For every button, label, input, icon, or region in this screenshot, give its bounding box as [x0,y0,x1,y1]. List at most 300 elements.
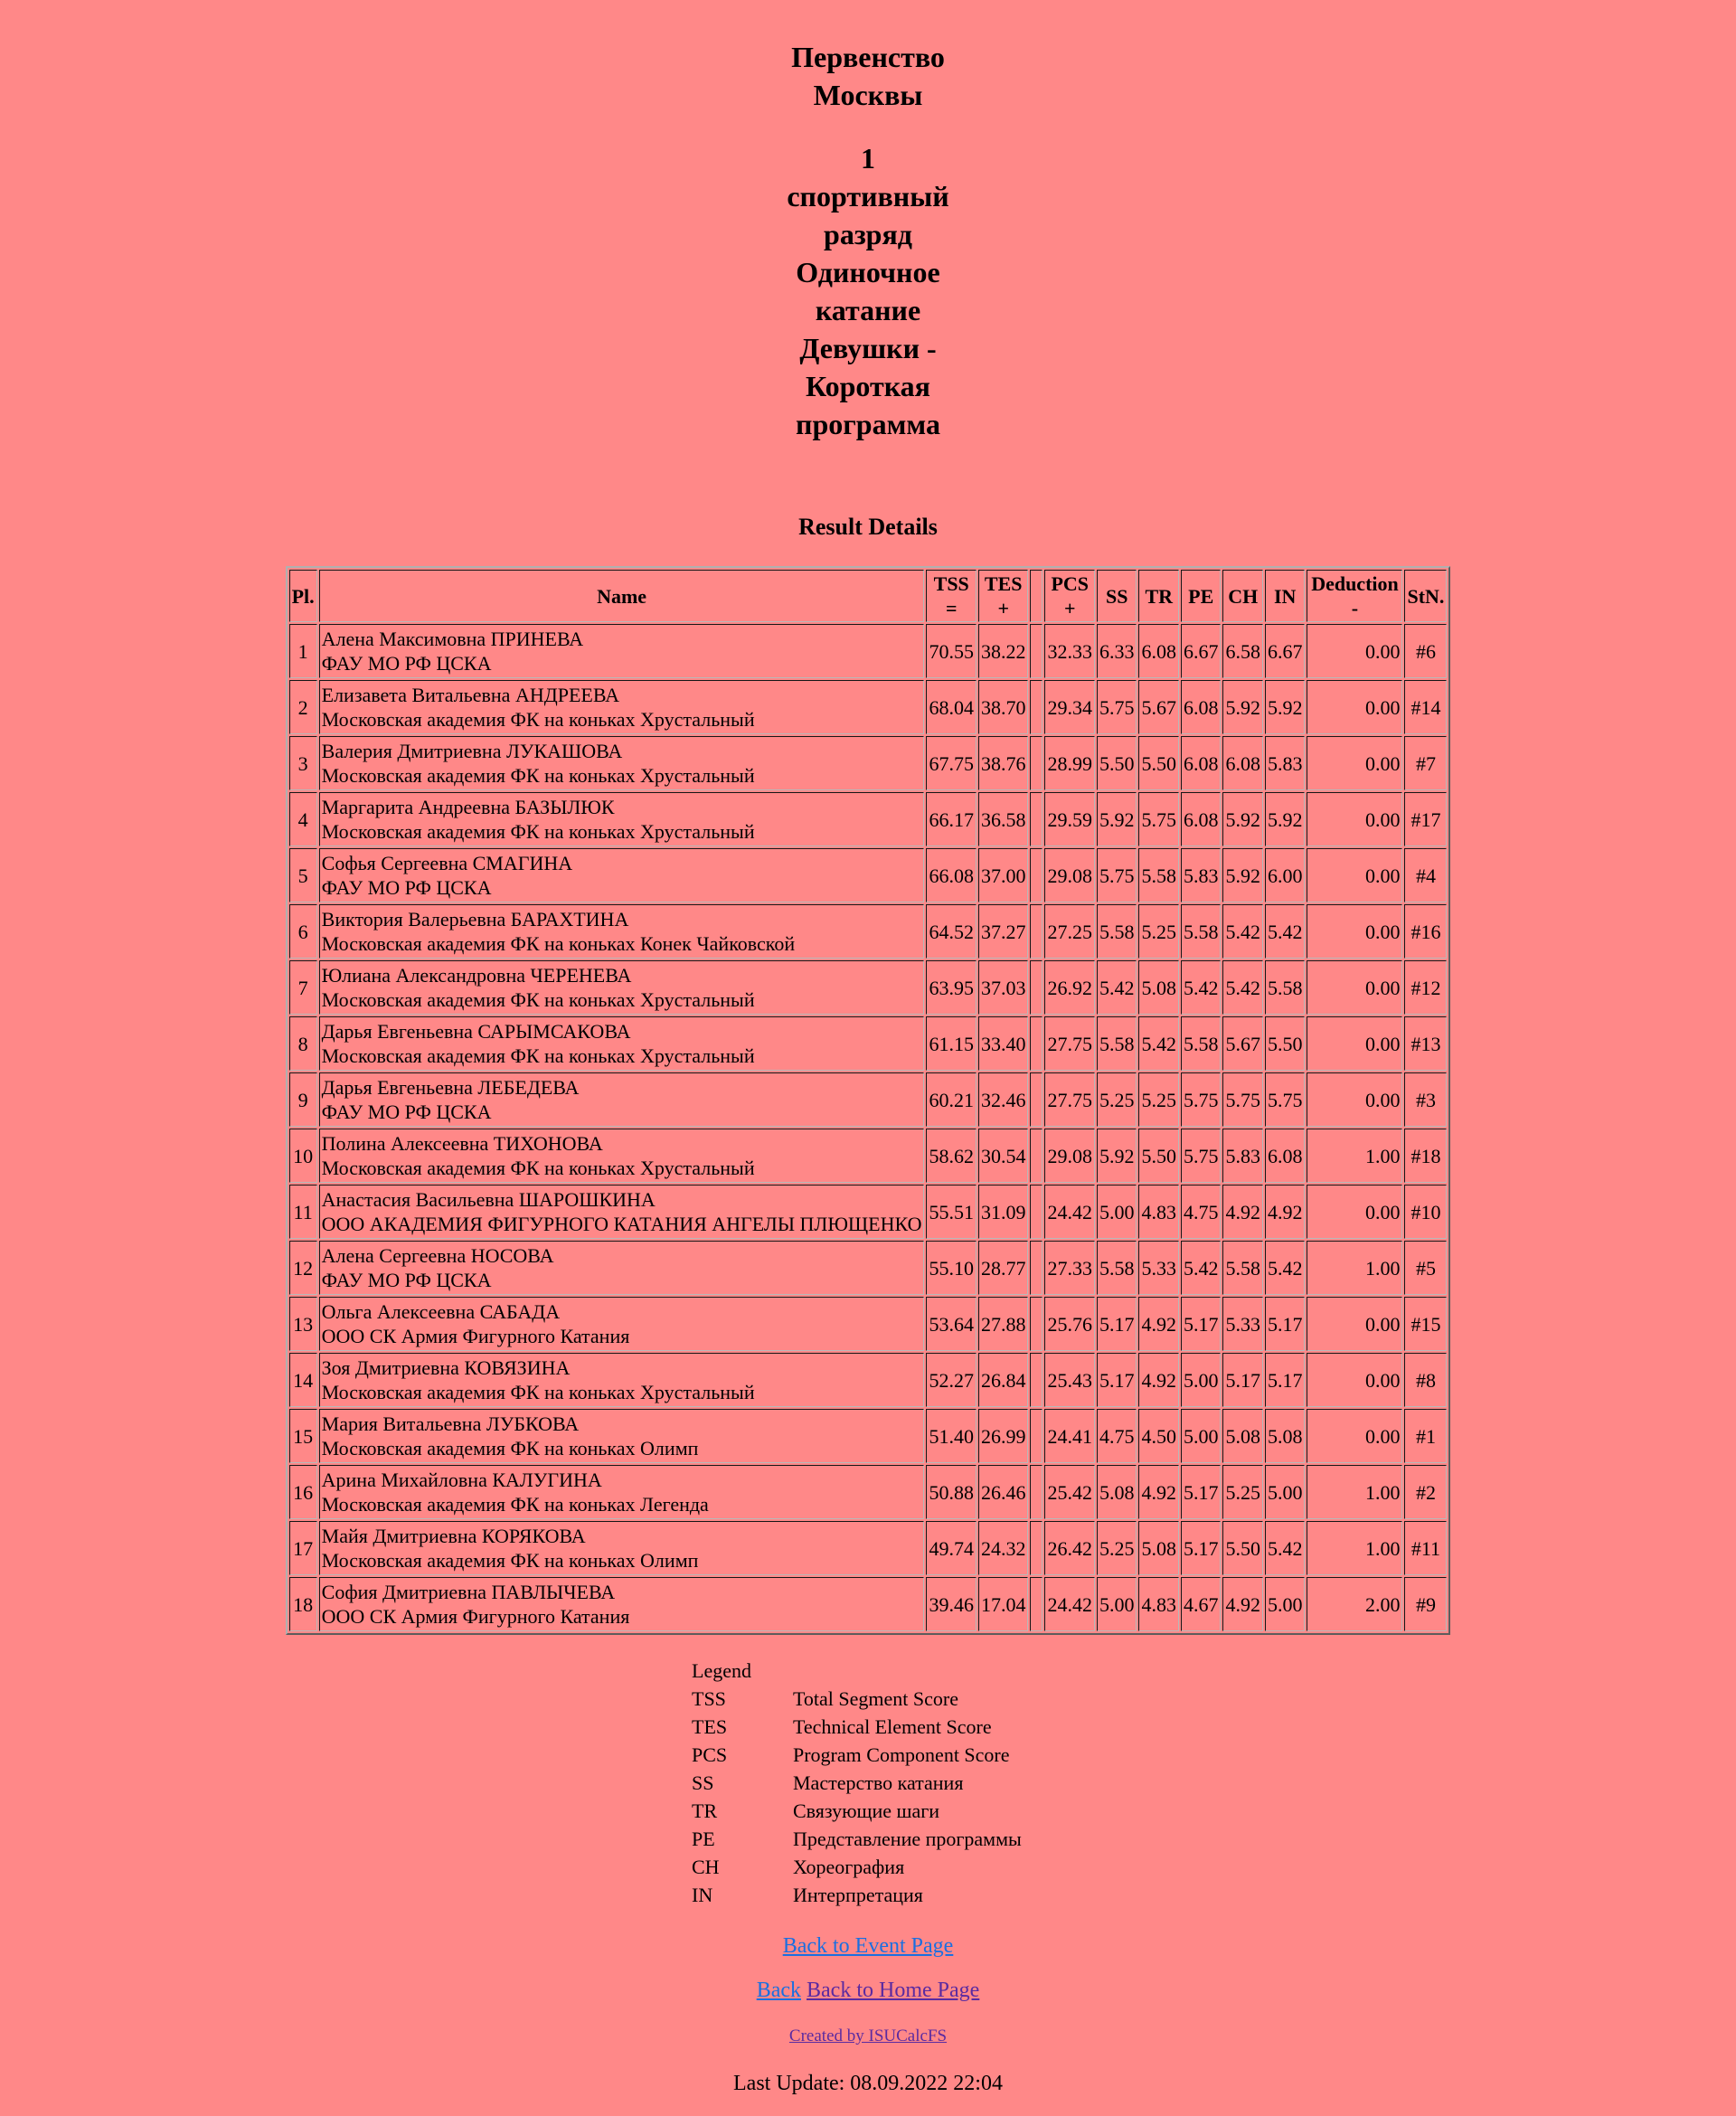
club-name: Московская академия ФК на коньках Олимп [321,1437,699,1459]
ss-cell: 5.75 [1097,680,1137,734]
ch-cell: 4.92 [1222,1185,1263,1239]
title-line: разряд [824,218,912,250]
table-row [289,960,1448,1015]
start-number-cell: #6 [1404,624,1447,678]
legend-abbr: IN [692,1884,713,1906]
ch-cell: 4.92 [1222,1577,1263,1631]
tr-cell: 4.92 [1138,1297,1179,1351]
legend-desc: Представление программы [793,1828,1022,1850]
skater-name: Валерия Дмитриевна ЛУКАШОВА [321,740,623,762]
deduction-cell: 0.00 [1307,736,1402,790]
table-row [289,1241,1448,1295]
name-cell [319,1016,925,1071]
tes-cell: 38.70 [978,680,1029,734]
start-number-cell: #17 [1404,792,1447,846]
title-line: программа [796,408,940,440]
deduction-cell: 0.00 [1307,680,1402,734]
tss-cell: 70.55 [926,624,976,678]
place-cell: 7 [289,960,317,1015]
pcs-cell: 27.75 [1044,1072,1095,1127]
pcs-cell: 24.42 [1044,1185,1095,1239]
start-number-cell: #2 [1404,1465,1447,1519]
result-details-title: Result Details [798,514,938,540]
club-name: ФАУ МО РФ ЦСКА [321,876,492,899]
legend-desc: Мастерство катания [793,1771,964,1794]
title-line: Девушки - [799,332,937,364]
ss-cell: 5.17 [1097,1297,1137,1351]
tss-cell: 50.88 [926,1465,976,1519]
tss-cell: 63.95 [926,960,976,1015]
table-row [289,792,1448,846]
tr-cell: 5.75 [1138,792,1179,846]
tes-cell: 32.46 [978,1072,1029,1127]
skater-name: Елизавета Витальевна АНДРЕЕВА [321,684,620,706]
place-cell: 1 [289,624,317,678]
tes-cell: 33.40 [978,1016,1029,1071]
deduction-cell: 0.00 [1307,904,1402,959]
table-row [289,1577,1448,1631]
spacer-cell [1030,848,1043,902]
back-to-home-link[interactable]: Back to Home Page [807,1979,980,2002]
skater-name: Маргарита Андреевна БАЗЫЛЮК [321,796,615,818]
club-name: Московская академия ФК на коньках Легенда [321,1493,709,1516]
start-number-cell: #8 [1404,1353,1447,1407]
skater-name: Софья Сергеевна СМАГИНА [321,852,573,874]
legend-desc: Program Component Score [793,1743,1010,1766]
page-header [769,0,967,443]
place-cell: 11 [289,1185,317,1239]
place-cell: 8 [289,1016,317,1071]
ch-cell: 5.92 [1222,792,1263,846]
spacer-cell [1030,624,1043,678]
deduction-cell: 0.00 [1307,1409,1402,1463]
category-title [769,139,967,443]
ss-cell: 5.25 [1097,1072,1137,1127]
skater-name: Алена Максимовна ПРИНЕВА [321,628,584,650]
tss-cell: 67.75 [926,736,976,790]
tss-cell: 66.08 [926,848,976,902]
start-number-cell: #7 [1404,736,1447,790]
place-cell: 10 [289,1129,317,1183]
header-tes: TES + [978,570,1029,622]
tr-cell: 6.08 [1138,624,1179,678]
header-deduction: Deduction - [1307,570,1402,622]
start-number-cell: #3 [1404,1072,1447,1127]
name-cell [319,1577,925,1631]
ss-cell: 5.00 [1097,1185,1137,1239]
pcs-cell: 27.25 [1044,904,1095,959]
deduction-cell: 1.00 [1307,1465,1402,1519]
tes-cell: 26.46 [978,1465,1029,1519]
name-cell [319,736,925,790]
pe-cell: 5.42 [1181,1241,1222,1295]
deduction-cell: 0.00 [1307,1185,1402,1239]
ch-cell: 5.42 [1222,904,1263,959]
tes-cell: 30.54 [978,1129,1029,1183]
legend-desc: Technical Element Score [793,1715,992,1738]
table-row [289,1353,1448,1407]
skater-name: Юлиана Александровна ЧЕРЕНЕВА [321,964,632,987]
ss-cell: 4.75 [1097,1409,1137,1463]
in-cell: 5.00 [1265,1577,1306,1631]
pe-cell: 6.67 [1181,624,1222,678]
ch-cell: 5.33 [1222,1297,1263,1351]
deduction-cell: 1.00 [1307,1241,1402,1295]
in-cell: 5.00 [1265,1465,1306,1519]
back-to-event-link[interactable]: Back to Event Page [782,1934,954,1958]
legend-abbr: SS [692,1771,714,1794]
tr-cell: 5.50 [1138,736,1179,790]
start-number-cell: #10 [1404,1185,1447,1239]
club-name: ФАУ МО РФ ЦСКА [321,652,492,675]
title-line: 1 [861,142,875,175]
pe-cell: 6.08 [1181,736,1222,790]
in-cell: 6.00 [1265,848,1306,902]
skater-name: Мария Витальевна ЛУБКОВА [321,1412,580,1435]
legend-title: Legend [692,1659,751,1682]
created-by-link[interactable]: Created by ISUCalcFS [788,2026,948,2045]
pe-cell: 6.08 [1181,680,1222,734]
in-cell: 5.75 [1265,1072,1306,1127]
legend-abbr: TES [692,1715,728,1738]
in-cell: 5.92 [1265,792,1306,846]
tr-cell: 5.58 [1138,848,1179,902]
deduction-cell: 0.00 [1307,792,1402,846]
pcs-cell: 25.42 [1044,1465,1095,1519]
table-row [289,624,1448,678]
table-row [289,1016,1448,1071]
place-cell: 3 [289,736,317,790]
skater-name: София Дмитриевна ПАВЛЫЧЕВА [321,1581,616,1603]
in-cell: 6.67 [1265,624,1306,678]
table-row [289,1409,1448,1463]
tss-cell: 55.51 [926,1185,976,1239]
title-line: Первенство [791,41,945,73]
title-line: Москвы [813,79,923,111]
event-title [769,38,967,114]
club-name: ООО СК Армия Фигурного Катания [321,1325,630,1347]
tes-cell: 28.77 [978,1241,1029,1295]
pcs-cell: 27.33 [1044,1241,1095,1295]
title-line: Одиночное [796,256,940,288]
legend-item [692,1685,1044,1713]
tr-cell: 5.25 [1138,904,1179,959]
place-cell: 16 [289,1465,317,1519]
last-update: Last Update: 08.09.2022 22:04 [733,2072,1003,2095]
name-cell [319,624,925,678]
skater-name: Дарья Евгеньевна ЛЕБЕДЕВА [321,1076,580,1099]
skater-name: Виктория Валерьевна БАРАХТИНА [321,908,629,930]
pcs-cell: 25.76 [1044,1297,1095,1351]
tr-cell: 4.50 [1138,1409,1179,1463]
tss-cell: 49.74 [926,1521,976,1575]
table-row [289,848,1448,902]
skater-name: Майя Дмитриевна КОРЯКОВА [321,1525,586,1547]
table-row [289,1129,1448,1183]
tss-cell: 55.10 [926,1241,976,1295]
deduction-cell: 0.00 [1307,1072,1402,1127]
header-tss: TSS = [926,570,976,622]
skater-name: Алена Сергеевна НОСОВА [321,1244,554,1267]
spacer-cell [1030,736,1043,790]
ch-cell: 5.67 [1222,1016,1263,1071]
table-row [289,1072,1448,1127]
pcs-cell: 28.99 [1044,736,1095,790]
club-name: Московская академия ФК на коньках Хрустальный [321,988,755,1011]
tss-cell: 53.64 [926,1297,976,1351]
pe-cell: 5.83 [1181,848,1222,902]
skater-name: Анастасия Васильевна ШАРОШКИНА [321,1188,656,1211]
in-cell: 5.17 [1265,1297,1306,1351]
header-in: IN [1265,570,1306,622]
pe-cell: 5.00 [1181,1409,1222,1463]
place-cell: 6 [289,904,317,959]
pe-cell: 6.08 [1181,792,1222,846]
tes-cell: 38.22 [978,624,1029,678]
spacer-cell [1030,1072,1043,1127]
legend-abbr: PE [692,1828,715,1850]
skater-name: Ольга Алексеевна САБАДА [321,1300,561,1323]
tes-cell: 31.09 [978,1185,1029,1239]
in-cell: 5.42 [1265,1241,1306,1295]
club-name: Московская академия ФК на коньках Хрустальный [321,820,755,843]
place-cell: 5 [289,848,317,902]
name-cell [319,792,925,846]
legend-abbr: CH [692,1856,720,1878]
ss-cell: 5.92 [1097,1129,1137,1183]
start-number-cell: #18 [1404,1129,1447,1183]
in-cell: 5.08 [1265,1409,1306,1463]
ss-cell: 5.00 [1097,1577,1137,1631]
name-cell [319,848,925,902]
header-pe: PE [1181,570,1222,622]
deduction-cell: 0.00 [1307,1353,1402,1407]
place-cell: 18 [289,1577,317,1631]
spacer-cell [1030,1129,1043,1183]
tr-cell: 4.83 [1138,1577,1179,1631]
deduction-cell: 0.00 [1307,1297,1402,1351]
tss-cell: 66.17 [926,792,976,846]
pcs-cell: 26.92 [1044,960,1095,1015]
in-cell: 5.17 [1265,1353,1306,1407]
tr-cell: 5.42 [1138,1016,1179,1071]
name-cell [319,1353,925,1407]
pe-cell: 4.67 [1181,1577,1222,1631]
club-name: Московская академия ФК на коньках Хрустальный [321,1044,755,1067]
pe-cell: 5.75 [1181,1129,1222,1183]
title-line: спортивный [787,180,949,213]
deduction-cell: 0.00 [1307,960,1402,1015]
name-cell [319,1072,925,1127]
ss-cell: 5.25 [1097,1521,1137,1575]
club-name: ФАУ МО РФ ЦСКА [321,1269,492,1291]
start-number-cell: #1 [1404,1409,1447,1463]
club-name: ООО СК Армия Фигурного Катания [321,1605,630,1628]
pcs-cell: 24.42 [1044,1577,1095,1631]
ss-cell: 6.33 [1097,624,1137,678]
start-number-cell: #5 [1404,1241,1447,1295]
tr-cell: 5.08 [1138,960,1179,1015]
in-cell: 5.42 [1265,1521,1306,1575]
spacer-cell [1030,1409,1043,1463]
skater-name: Дарья Евгеньевна САРЫМСАКОВА [321,1020,631,1043]
club-name: Московская академия ФК на коньках Олимп [321,1549,699,1572]
spacer-cell [1030,1465,1043,1519]
spacer-cell [1030,1185,1043,1239]
header-start-number: StN. [1404,570,1447,622]
deduction-cell: 1.00 [1307,1521,1402,1575]
place-cell: 13 [289,1297,317,1351]
pe-cell: 4.75 [1181,1185,1222,1239]
header-ch: CH [1222,570,1263,622]
table-header-row [289,570,1448,622]
pcs-cell: 29.08 [1044,848,1095,902]
tss-cell: 64.52 [926,904,976,959]
club-name: Московская академия ФК на коньках Хрустальный [321,1157,755,1179]
table-row [289,1521,1448,1575]
legend-item [692,1881,1044,1909]
place-cell: 15 [289,1409,317,1463]
in-cell: 5.92 [1265,680,1306,734]
title-line: Короткая [806,370,930,402]
table-row [289,736,1448,790]
results-table [286,566,1451,1635]
start-number-cell: #13 [1404,1016,1447,1071]
tes-cell: 26.99 [978,1409,1029,1463]
start-number-cell: #15 [1404,1297,1447,1351]
ss-cell: 5.58 [1097,1241,1137,1295]
deduction-cell: 1.00 [1307,1129,1402,1183]
pcs-cell: 29.08 [1044,1129,1095,1183]
spacer-cell [1030,1297,1043,1351]
deduction-cell: 2.00 [1307,1577,1402,1631]
table-row [289,1185,1448,1239]
spacer-cell [1030,1241,1043,1295]
tes-cell: 37.27 [978,904,1029,959]
tss-cell: 39.46 [926,1577,976,1631]
legend-item [692,1825,1044,1853]
tss-cell: 60.21 [926,1072,976,1127]
name-cell [319,1297,925,1351]
ch-cell: 5.50 [1222,1521,1263,1575]
pe-cell: 5.00 [1181,1353,1222,1407]
place-cell: 2 [289,680,317,734]
club-name: Московская академия ФК на коньках Хрустальный [321,708,755,731]
skater-name: Зоя Дмитриевна КОВЯЗИНА [321,1356,571,1379]
legend-desc: Интерпретация [793,1884,923,1906]
tes-cell: 38.76 [978,736,1029,790]
pe-cell: 5.17 [1181,1297,1222,1351]
pe-cell: 5.17 [1181,1521,1222,1575]
tr-cell: 5.33 [1138,1241,1179,1295]
ss-cell: 5.92 [1097,792,1137,846]
in-cell: 5.58 [1265,960,1306,1015]
start-number-cell: #12 [1404,960,1447,1015]
name-cell [319,1465,925,1519]
tr-cell: 5.50 [1138,1129,1179,1183]
header-place: Pl. [289,570,317,622]
ss-cell: 5.58 [1097,1016,1137,1071]
ch-cell: 5.92 [1222,680,1263,734]
ch-cell: 5.83 [1222,1129,1263,1183]
tes-cell: 36.58 [978,792,1029,846]
tr-cell: 5.67 [1138,680,1179,734]
pcs-cell: 26.42 [1044,1521,1095,1575]
ch-cell: 5.25 [1222,1465,1263,1519]
tes-cell: 27.88 [978,1297,1029,1351]
name-cell [319,1521,925,1575]
header-tr: TR [1138,570,1179,622]
back-link[interactable]: Back [756,1979,801,2002]
start-number-cell: #16 [1404,904,1447,959]
spacer-cell [1030,1577,1043,1631]
legend-item [692,1741,1044,1769]
spacer-cell [1030,792,1043,846]
spacer-cell [1030,1016,1043,1071]
tes-cell: 37.03 [978,960,1029,1015]
tr-cell: 4.92 [1138,1465,1179,1519]
deduction-cell: 0.00 [1307,848,1402,902]
name-cell [319,1129,925,1183]
place-cell: 4 [289,792,317,846]
pe-cell: 5.42 [1181,960,1222,1015]
club-name: Московская академия ФК на коньках Хрустальный [321,1381,755,1403]
legend-desc: Total Segment Score [793,1687,958,1710]
header-name: Name [319,570,925,622]
header-pcs: PCS + [1044,570,1095,622]
legend-abbr: PCS [692,1743,728,1766]
pcs-cell: 24.41 [1044,1409,1095,1463]
tss-cell: 52.27 [926,1353,976,1407]
table-row [289,1297,1448,1351]
tes-cell: 26.84 [978,1353,1029,1407]
place-cell: 12 [289,1241,317,1295]
tr-cell: 5.25 [1138,1072,1179,1127]
in-cell: 5.42 [1265,904,1306,959]
pe-cell: 5.58 [1181,1016,1222,1071]
tes-cell: 37.00 [978,848,1029,902]
in-cell: 5.83 [1265,736,1306,790]
spacer-cell [1030,904,1043,959]
legend-item [692,1769,1044,1797]
in-cell: 4.92 [1265,1185,1306,1239]
tr-cell: 4.92 [1138,1353,1179,1407]
name-cell [319,960,925,1015]
name-cell [319,1409,925,1463]
ss-cell: 5.17 [1097,1353,1137,1407]
legend-item [692,1713,1044,1741]
place-cell: 14 [289,1353,317,1407]
club-name: Московская академия ФК на коньках Конек Чайковской [321,932,796,955]
pcs-cell: 25.43 [1044,1353,1095,1407]
skater-name: Арина Михайловна КАЛУГИНА [321,1469,602,1491]
legend-item [692,1797,1044,1825]
skater-name: Полина Алексеевна ТИХОНОВА [321,1132,603,1155]
tss-cell: 58.62 [926,1129,976,1183]
ch-cell: 5.58 [1222,1241,1263,1295]
ss-cell: 5.50 [1097,736,1137,790]
tr-cell: 4.83 [1138,1185,1179,1239]
pcs-cell: 27.75 [1044,1016,1095,1071]
ch-cell: 5.75 [1222,1072,1263,1127]
pcs-cell: 29.59 [1044,792,1095,846]
club-name: ООО АКАДЕМИЯ ФИГУРНОГО КАТАНИЯ АНГЕЛЫ ПЛЮЩЕНКО [321,1213,922,1235]
place-cell: 9 [289,1072,317,1127]
spacer-cell [1030,1353,1043,1407]
start-number-cell: #11 [1404,1521,1447,1575]
name-cell [319,1185,925,1239]
in-cell: 6.08 [1265,1129,1306,1183]
